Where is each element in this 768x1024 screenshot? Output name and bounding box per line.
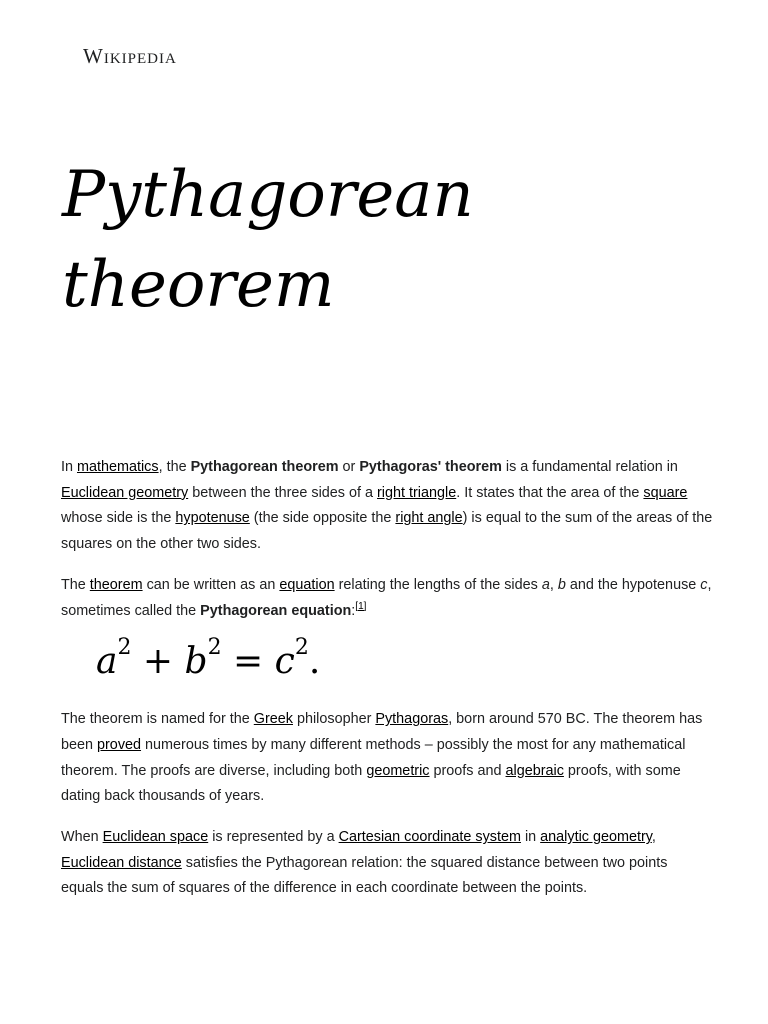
text: , (651, 829, 656, 846)
eq-c: c (274, 641, 295, 683)
text: relating the lengths of the sides (334, 576, 542, 593)
link-theorem[interactable]: theorem (89, 576, 143, 593)
title-line-1: Pythagorean (62, 158, 474, 232)
eq-exponent: 2 (294, 635, 309, 661)
link-proved[interactable]: proved (97, 736, 142, 753)
paragraph-equation-intro (61, 573, 713, 624)
text: (the side opposite the (249, 510, 396, 527)
text: is a fundamental relation in (501, 459, 678, 475)
text: The (61, 576, 90, 593)
paragraph-history (61, 707, 713, 810)
paragraph-euclidean-distance (61, 825, 713, 902)
text: satisfies the Pythagorean relation: the squared distance between two points equals the sum of squares of the difference in each coordinate between the points. (61, 854, 668, 897)
eq-plus: + (131, 641, 185, 683)
link-greek[interactable]: Greek (253, 711, 293, 728)
var-c: c (700, 576, 708, 593)
bold-term-pythagorean-equation: Pythagorean equation (200, 602, 352, 619)
text: The theorem is named for the (61, 711, 254, 728)
link-mathematics[interactable]: mathematics (77, 459, 159, 475)
link-geometric[interactable]: geometric (366, 762, 430, 779)
link-right-triangle[interactable]: right triangle (377, 484, 457, 501)
eq-period: . (308, 641, 321, 683)
text: numerous times by many different methods – possibly the most for any mathematical theorem. The proofs are diverse, including both (61, 736, 686, 779)
text: philosopher (292, 711, 376, 728)
eq-exponent: 2 (117, 635, 132, 661)
link-hypotenuse[interactable]: hypotenuse (175, 510, 250, 527)
eq-exponent: 2 (207, 635, 222, 661)
text: or (338, 459, 360, 475)
text: proofs and (429, 762, 506, 779)
title-line-2: theorem (62, 248, 335, 322)
link-cartesian-coordinate-system[interactable]: Cartesian coordinate system (338, 829, 521, 846)
article-body (61, 455, 713, 917)
link-algebraic[interactable]: algebraic (505, 762, 564, 779)
text: can be written as an (142, 576, 280, 593)
bold-term-pythagoras-theorem: Pythagoras' theorem (359, 459, 502, 475)
pythagorean-equation (96, 635, 713, 685)
text: . It states that the area of the (456, 484, 644, 501)
text: whose side is the (61, 510, 176, 527)
eq-a: a (96, 641, 118, 683)
var-a: a (541, 576, 550, 593)
link-euclidean-geometry[interactable]: Euclidean geometry (61, 484, 189, 501)
link-euclidean-space[interactable]: Euclidean space (102, 829, 209, 846)
link-analytic-geometry[interactable]: analytic geometry (540, 829, 652, 846)
link-square[interactable]: square (643, 484, 688, 501)
text: in (520, 829, 541, 846)
page-title (62, 150, 702, 330)
text: In (61, 459, 77, 475)
text: is represented by a (208, 829, 339, 846)
link-pythagoras[interactable]: Pythagoras (375, 711, 449, 728)
text: : (351, 602, 356, 619)
text: , sometimes called the (61, 576, 712, 619)
text: proofs, with some dating back thousands of years. (61, 762, 681, 805)
link-right-angle[interactable]: right angle (395, 510, 463, 527)
text: ) is equal to the sum of the areas of the squares on the other two sides. (61, 510, 713, 553)
text: and the hypotenuse (565, 576, 701, 593)
text: , the (158, 459, 191, 475)
paragraph-intro (61, 455, 713, 558)
var-b: b (557, 576, 566, 593)
wikipedia-logo[interactable]: Wikipedia (83, 44, 177, 68)
eq-equals: = (221, 641, 275, 683)
link-equation[interactable]: equation (279, 576, 335, 593)
text: When (61, 829, 103, 846)
bold-term-pythagorean-theorem: Pythagorean theorem (190, 459, 339, 475)
reference-link-1[interactable]: [1] (355, 600, 367, 612)
link-euclidean-distance[interactable]: Euclidean distance (61, 854, 182, 871)
text: between the three sides of a (188, 484, 378, 501)
text: , born around 570 BC. The theorem has been (61, 711, 703, 753)
text: , (549, 576, 558, 593)
eq-b: b (184, 641, 208, 683)
